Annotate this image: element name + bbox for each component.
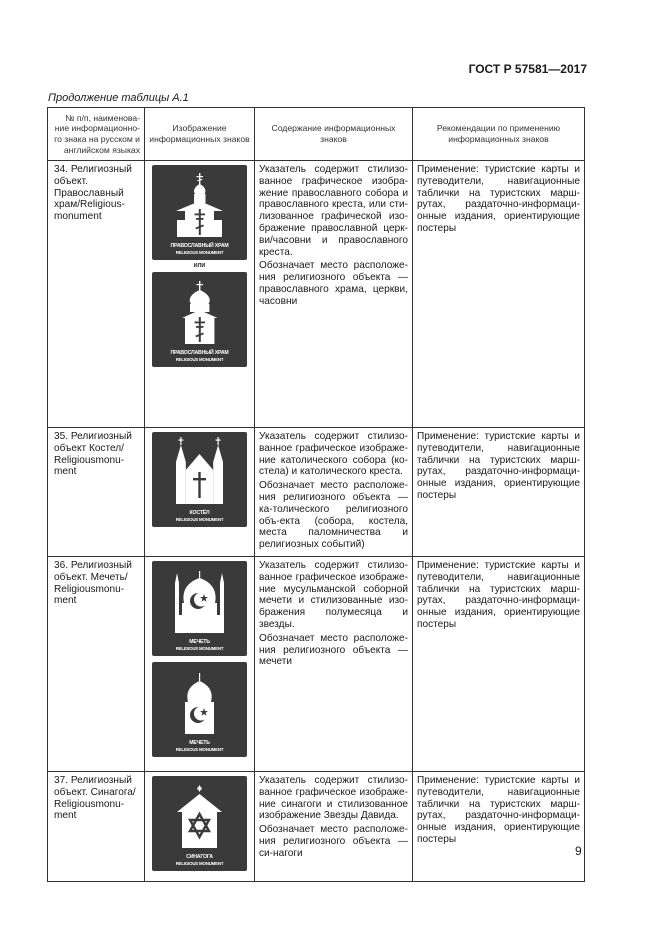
column-header-image: Изображение информационных знаков (145, 108, 255, 161)
content-paragraph: Указатель содержит стилизо-ванное графическое изображе-ние синагоги и стилизованное изображение Звезды Давида. (259, 774, 408, 822)
sign-label-ru: КОСТЁЛ (189, 510, 210, 516)
sign-recommendation: Применение: туристские карты и путеводители, навигационные таблички на туристских марш-рутах, раздаточно-информаци-онные издания, ориентирующие постеры (413, 161, 585, 428)
column-header-name: № п/п, наименова-ние информационно-го знака на русском и английском языках (48, 108, 145, 161)
sign-orthodox-church (152, 165, 247, 260)
sign-recommendation: Применение: туристские карты и путеводители, навигационные таблички на туристских марш-рутах, раздаточно-информаци-онные издания, ориентирующие постеры (413, 428, 585, 557)
sign-label-ru: МЕЧЕТЬ (189, 739, 210, 746)
sign-name: 34. Религиозный объект. Православный храм/Religious-monument (48, 161, 145, 428)
sign-label-en: RELIGIOUS MONUMENT (175, 860, 224, 866)
sign-label-ru: СИНАГОГА (186, 853, 213, 860)
sign-label-ru: МЕЧЕТЬ (189, 638, 210, 645)
content-paragraph: Обозначает место расположе-ния религиозного объекта — мечети (259, 632, 408, 668)
content-paragraph: Указатель содержит стилизо-ванное графическое изображе-ние католического собора (ко-стела) и католического креста. (259, 431, 408, 478)
sign-recommendation: Применение: туристские карты и путеводители, навигационные таблички на туристских марш-рутах, раздаточно-информаци-онные издания, ориентирующие постеры (413, 556, 585, 771)
sign-label-ru: ПРАВОСЛАВНЫЙ ХРАМ (170, 350, 229, 356)
sign-small-mosque (152, 662, 247, 757)
table-row (48, 771, 585, 881)
table-caption: Продолжение таблицы А.1 (48, 92, 189, 104)
table-header-row (48, 108, 585, 161)
sign-mosque (152, 561, 247, 656)
sign-name: 37. Религиозный объект. Синагога/ Religiousmonu-ment (48, 771, 145, 881)
sign-label-en: RELIGIOUS MONUMENT (175, 357, 224, 362)
sign-images (145, 556, 255, 771)
sign-images (145, 161, 255, 428)
sign-content (255, 556, 413, 771)
page-number: 9 (575, 844, 582, 858)
sign-label-en: RELIGIOUS MONUMENT (175, 517, 224, 522)
table-row (48, 161, 585, 428)
sign-label-en: RELIGIOUS MONUMENT (175, 250, 224, 255)
sign-catholic-church (152, 432, 247, 527)
table-row (48, 428, 585, 557)
content-paragraph: Указатель содержит стилизо-ванное графическое изобра-жение православного собора и православного креста, или сти-лизованное графической изо-бражение православной церк-ви/часовни и православного креста. (259, 164, 408, 258)
sign-synagogue (152, 776, 247, 871)
sign-content (255, 428, 413, 557)
sign-label-ru: ПРАВОСЛАВНЫЙ ХРАМ (170, 243, 229, 249)
content-paragraph: Указатель содержит стилизо-ванное графическое изображе-ние мусульманской соборной мечети и стилизованные изо-бражения полумесяца и звезды. (259, 559, 408, 630)
sign-images (145, 428, 255, 557)
content-paragraph: Обозначает место расположе-ния религиозного объекта — си-нагоги (259, 824, 408, 859)
table-row (48, 556, 585, 771)
or-label: ИЛИ (193, 263, 206, 269)
sign-orthodox-chapel (152, 272, 247, 367)
standard-number: ГОСТ Р 57581—2017 (468, 62, 587, 76)
content-paragraph: Обозначает место расположе-ния религиозного объекта — ка-толического религиозного объ-екта (собора, костела, места паломничества и религиозных событий) (259, 480, 408, 551)
sign-images (145, 771, 255, 881)
sign-content (255, 771, 413, 881)
signs-table (47, 107, 585, 882)
sign-recommendation: Применение: туристские карты и путеводители, навигационные таблички на туристских марш-рутах, раздаточно-информаци-онные издания, ориентирующие постеры (413, 771, 585, 881)
column-header-recommendation: Рекомендации по применению информационных знаков (413, 108, 585, 161)
sign-name: 35. Религиозный объект Костел/ Religiousmonu-ment (48, 428, 145, 557)
sign-name: 36. Религиозный объект. Мечеть/ Religiousmonu-ment (48, 556, 145, 771)
sign-label-en: RELIGIOUS MONUMENT (175, 645, 224, 651)
column-header-content: Содержание информационных знаков (255, 108, 413, 161)
sign-content (255, 161, 413, 428)
content-paragraph: Обозначает место расположе-ния религиозного объекта — православного храма, церкви, часовни (259, 260, 408, 307)
sign-label-en: RELIGIOUS MONUMENT (175, 746, 224, 752)
